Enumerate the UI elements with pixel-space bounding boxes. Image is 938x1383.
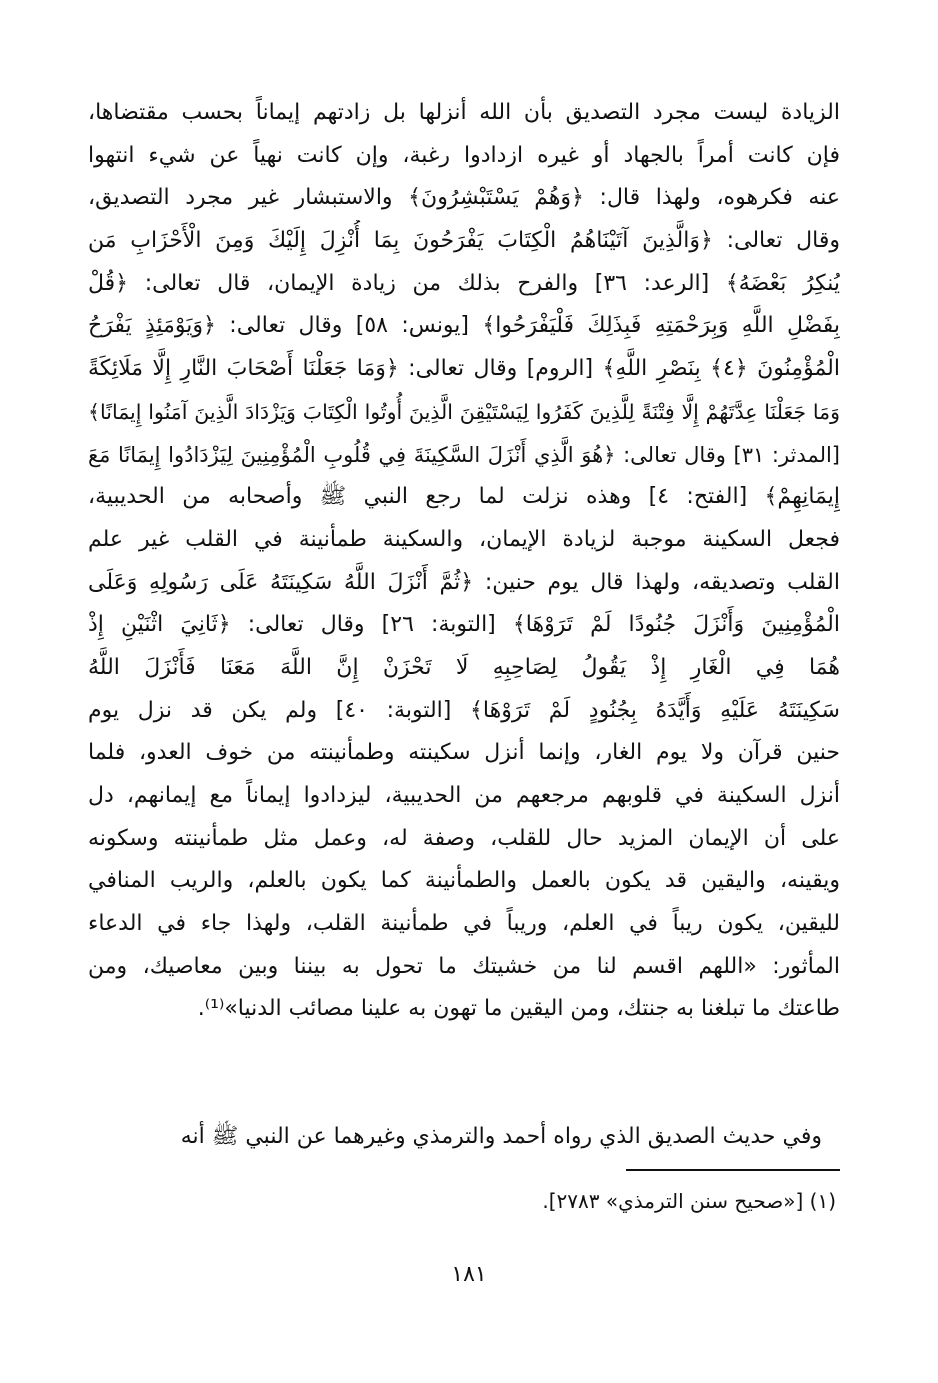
- text-line: وفي حديث الصديق الذي رواه أحمد والترمذي وغيرهما عن النبي ﷺ أنه: [180, 1124, 822, 1149]
- second-paragraph: [88, 1116, 840, 1159]
- text-line: طاعتك ما تبلغنا به جنتك، ومن اليقين ما تهون به علينا مصائب الدنيا»⁽¹⁾.: [197, 996, 840, 1022]
- text-line: المأثور: «اللهم اقسم لنا من خشيتك ما تحول به بيننا وبين معاصيك، ومن: [88, 953, 840, 979]
- text-line: أنزل السكينة في قلوبهم مرجعهم من الحديبية، ليزدادوا إيماناً مع إيمانهم، دل: [88, 783, 840, 808]
- footnote-separator: [626, 1169, 840, 1171]
- text-line: حنين قرآن ولا يوم الغار، وإنما أنزل سكينته وطمأنينته من خوف العدو، فلما: [88, 740, 840, 766]
- text-line: فإن كانت أمراً بالجهاد أو غيره ازدادوا رغبة، وإن كانت نهياً عن شيء انتهوا: [88, 142, 840, 168]
- text-line: سَكِينَتَهُ عَلَيْهِ وَأَيَّدَهُ بِجُنُودٍ لَمْ تَرَوْهَا﴾ [التوبة: ٤٠] ولم يكن قد نزل يوم: [88, 697, 840, 723]
- page-number: ١٨١: [451, 1262, 487, 1287]
- text-line: إِيمَانِهِمْ﴾ [الفتح: ٤] وهذه نزلت لما رجع النبي ﷺ وأصحابه من الحديبية،: [88, 484, 840, 510]
- text-line: لليقين، يكون ريباً في العلم، وريباً في طمأنينة القلب، ولهذا جاء في الدعاء: [88, 911, 840, 937]
- text-line: وقال تعالى: ﴿وَالَّذِينَ آتَيْنَاهُمُ الْكِتَابَ يَفْرَحُونَ بِمَا أُنْزِلَ إِلَيْكَ وَمِنَ الْأَحْزَابِ مَن: [88, 228, 840, 254]
- text-line: بِفَضْلِ اللَّهِ وَبِرَحْمَتِهِ فَبِذَلِكَ فَلْيَفْرَحُوا﴾ [يونس: ٥٨] وقال تعالى: ﴿وَيَوْمَئِذٍ يَفْرَحُ: [88, 313, 840, 339]
- text-line: وَمَا جَعَلْنَا عِدَّتَهُمْ إِلَّا فِتْنَةً لِلَّذِينَ كَفَرُوا لِيَسْتَيْقِنَ الَّذِينَ أُوتُوا الْكِتَابَ وَيَزْدَادَ الَّذِينَ آمَنُوا إِيمَانًا﴾: [88, 399, 840, 424]
- text-line: على أن الإيمان المزيد حال للقلب، وصفة له، وعمل مثل طمأنينته وسكونه: [88, 825, 840, 851]
- text-line: ويقينه، واليقين قد يكون بالعمل والطمأنينة كما يكون بالعلم، والريب المنافي: [88, 868, 840, 894]
- text-line: القلب وتصديقه، ولهذا قال يوم حنين: ﴿ثُمَّ أَنْزَلَ اللَّهُ سَكِينَتَهُ عَلَى رَسُولِهِ وَعَلَى: [88, 569, 840, 595]
- text-line: يُنكِرُ بَعْضَهُ﴾ [الرعد: ٣٦] والفرح بذلك من زيادة الإيمان، قال تعالى: ﴿قُلْ: [88, 270, 840, 296]
- main-paragraph: [88, 92, 840, 1031]
- text-line: [المدثر: ٣١] وقال تعالى: ﴿هُوَ الَّذِي أَنْزَلَ السَّكِينَةَ فِي قُلُوبِ الْمُؤْمِنِينَ لِيَزْدَادُوا إِيمَانًا مَعَ: [88, 442, 840, 467]
- text-line: هُمَا فِي الْغَارِ إِذْ يَقُولُ لِصَاحِبِهِ لَا تَحْزَنْ إِنَّ اللَّهَ مَعَنَا فَأَنْزَلَ اللَّهُ: [88, 654, 840, 680]
- text-line: فجعل السكينة موجبة لزيادة الإيمان، والسكينة طمأنينة في القلب غير علم: [88, 526, 840, 552]
- text-line: الزيادة ليست مجرد التصديق بأن الله أنزلها بل زادتهم إيماناً بحسب مقتضاها،: [88, 100, 840, 125]
- text-line: الْمُؤْمِنِينَ وَأَنْزَلَ جُنُودًا لَمْ تَرَوْهَا﴾ [التوبة: ٢٦] وقال تعالى: ﴿ثَانِيَ اثْنَيْنِ إِذْ: [88, 612, 840, 638]
- footnote: (١) [«صحيح سنن الترمذي» ٢٧٨٣].: [542, 1189, 836, 1213]
- text-line: عنه فكرهوه، ولهذا قال: ﴿وَهُمْ يَسْتَبْشِرُونَ﴾ والاستبشار غير مجرد التصديق،: [88, 185, 840, 211]
- text-line: الْمُؤْمِنُونَ ﴿٤﴾ بِنَصْرِ اللَّهِ﴾ [الروم] وقال تعالى: ﴿وَمَا جَعَلْنَا أَصْحَابَ النَّارِ إِلَّا مَلَائِكَةً: [88, 356, 840, 382]
